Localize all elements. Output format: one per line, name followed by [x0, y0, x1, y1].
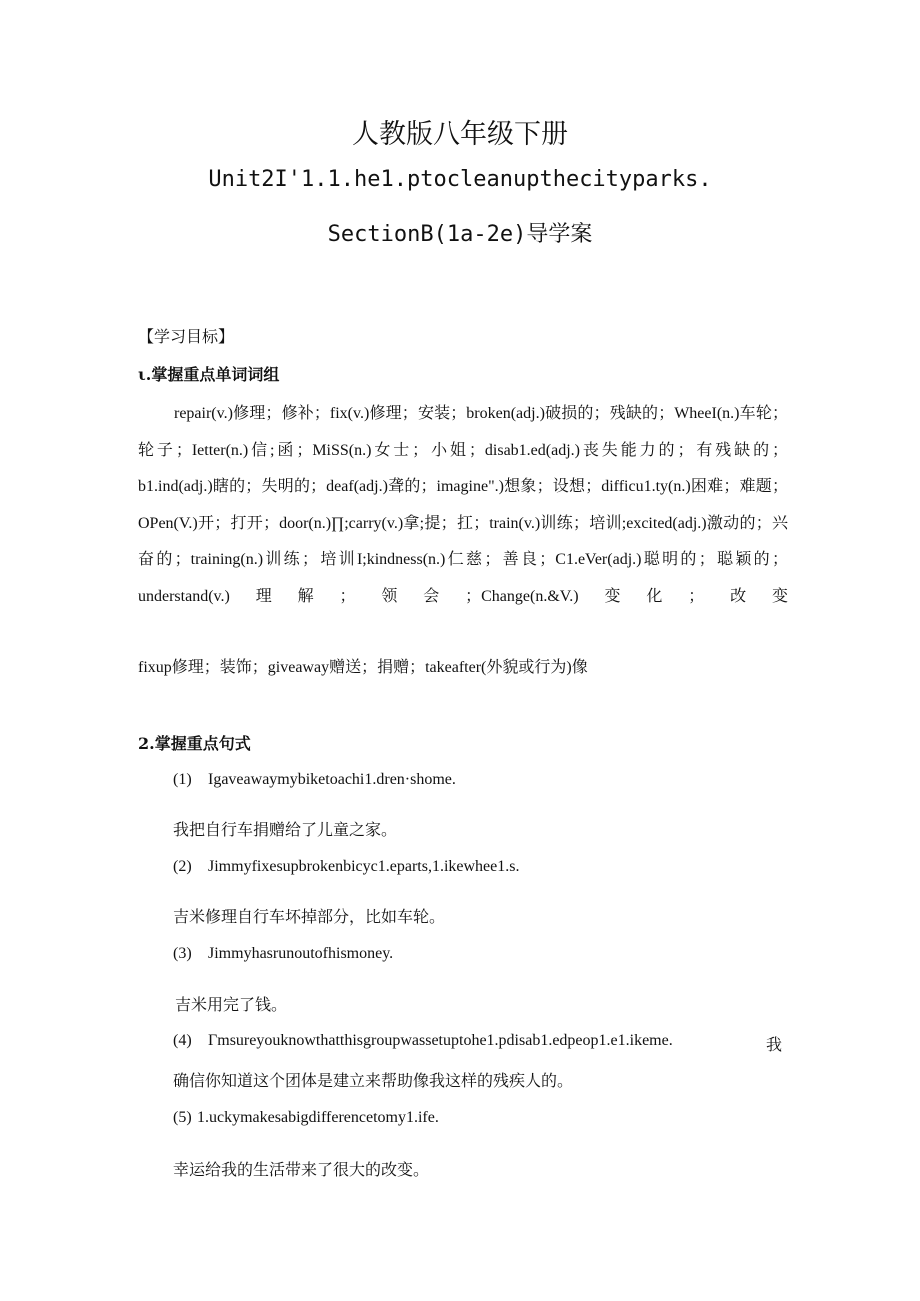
objectives-heading: 【学习目标】 [138, 327, 235, 346]
sentence-chinese: 吉米修理自行车坏掉部分，比如车轮。 [173, 909, 446, 926]
sentence-number: (4) [173, 1032, 192, 1049]
sentence-english: Jimmyhasrunoutofhismoney. [208, 945, 394, 962]
vocab-block [138, 396, 788, 615]
phrase-list: fixup修理；装饰；giveaway赠送；捐赠；takeafter(外貌或行为)像 [138, 659, 588, 676]
sentence-number: (2) [173, 858, 192, 875]
sentence-chinese: 我把自行车捐赠给了儿童之家。 [173, 822, 398, 839]
part2-heading: 2.掌握重点句式 [138, 734, 251, 753]
document-title: 人教版八年级下册 [352, 119, 568, 150]
sentence-english: Jimmyfixesupbrokenbicyc1.eparts,1.ikewhee1.s. [208, 858, 520, 875]
sentence-chinese: 确信你知道这个团体是建立来帮助像我这样的残疾人的。 [173, 1073, 574, 1090]
unit-title: Unit2I'1.1.he1.ptocleanupthecityparks. [208, 167, 712, 192]
part1-heading: ι.掌握重点单词词组 [138, 365, 280, 384]
sentence-english: 1.uckymakesabigdifferencetomy1.ife. [197, 1109, 439, 1126]
sentence-chinese-inline: 我 [766, 1037, 783, 1054]
sentence-number: (5) [173, 1109, 192, 1126]
sentence-number: (1) [173, 771, 192, 788]
sentence-number: (3) [173, 945, 192, 962]
vocab-paragraph: repair(v.)修理；修补；fix(v.)修理；安装；broken(adj.)破损的；残缺的；WheeI(n.)车轮；轮子；Ietter(n.)信;函；MiSS(n.)女士；小姐；disab1.ed(adj.)丧失能力的；有残缺的；b1.ind(adj.)瞎的；失明的；deaf(adj.)聋的；imagine".)想象；设想；difficu1.ty(n.)困难；难题；OPen(V.)开；打开；door(n.)∏;carry(v.)拿;提；扛；train(v.)训练；培训;excited(adj.)激动的；兴奋的；training(n.)训练；培训I;kindness(n.)仁慈；善良；C1.eVer(adj.)聪明的；聪颖的；understand(v.)理解；领会；Change(n.&V.)变化；改变 [138, 405, 788, 605]
sentence-chinese: 吉米用完了钱。 [175, 997, 288, 1014]
sentence-english: Γmsureyouknowthatthisgroupwassetuptohe1.pdisab1.edpeop1.e1.ikeme. [208, 1032, 673, 1049]
sentence-chinese: 幸运给我的生活带来了很大的改变。 [173, 1162, 430, 1179]
section-title: SectionB(1a-2e)导学案 [327, 222, 593, 247]
sentence-english: Igaveawaymybiketoachi1.dren·shome. [208, 771, 456, 788]
